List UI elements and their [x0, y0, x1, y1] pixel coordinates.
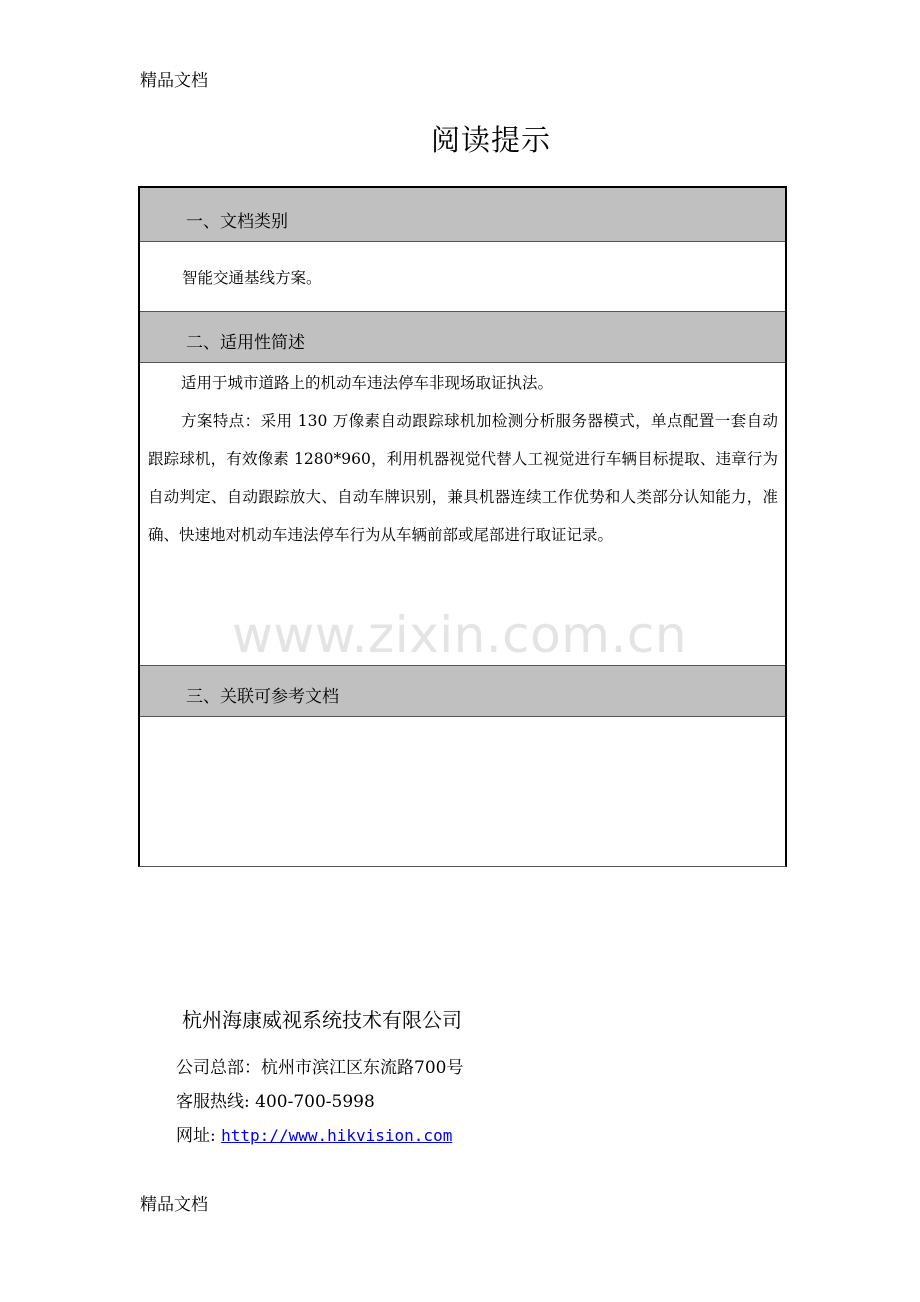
- section-heading-category-text: 一、文档类别: [186, 212, 288, 232]
- section-heading-category: [140, 188, 785, 242]
- section-heading-applicability-text: 二、适用性简述: [186, 333, 305, 353]
- company-name: 杭州海康威视系统技术有限公司: [182, 1008, 462, 1032]
- website-link[interactable]: http://www.hikvision.com: [221, 1126, 453, 1145]
- category-content: 智能交通基线方案。: [182, 269, 322, 287]
- hotline-label: 客服热线: [176, 1092, 244, 1112]
- section-heading-references: [140, 665, 785, 717]
- company-hotline: [176, 1087, 375, 1112]
- section-heading-references-text: 三、关联可参考文档: [186, 687, 339, 707]
- applicability-paragraph-1: 适用于城市道路上的机动车违法停车非现场取证执法。: [181, 374, 554, 392]
- section-heading-applicability: [140, 311, 785, 363]
- website-separator: :: [210, 1126, 222, 1146]
- address-suffix: 号: [446, 1058, 464, 1078]
- website-label: 网址: [176, 1126, 210, 1146]
- header-watermark-label: 精品文档: [140, 71, 208, 91]
- company-address: [176, 1053, 463, 1078]
- company-website: [176, 1121, 452, 1146]
- footer-watermark-label: 精品文档: [140, 1195, 208, 1215]
- site-watermark: www.zixin.com.cn: [232, 606, 688, 664]
- address-label: 公司总部：杭州市滨江区东流路: [176, 1058, 414, 1078]
- hotline-value: : 400-700-5998: [244, 1092, 375, 1112]
- address-number: 700: [414, 1058, 447, 1078]
- info-table: [138, 186, 787, 867]
- applicability-paragraph-2: 方案特点：采用 130 万像素自动跟踪球机加检测分析服务器模式，单点配置一套自动跟踪球机，有效像素 1280*960，利用机器视觉代替人工视觉进行车辆目标提取、违章行为自动判定、自动跟踪放大、自动车牌识别，兼具机器连续工作优势和人类部分认知能力，准确、快速地对机动车违法停车行为从车辆前部或尾部进行取证记录。: [148, 412, 778, 544]
- page-title: 阅读提示: [430, 123, 551, 157]
